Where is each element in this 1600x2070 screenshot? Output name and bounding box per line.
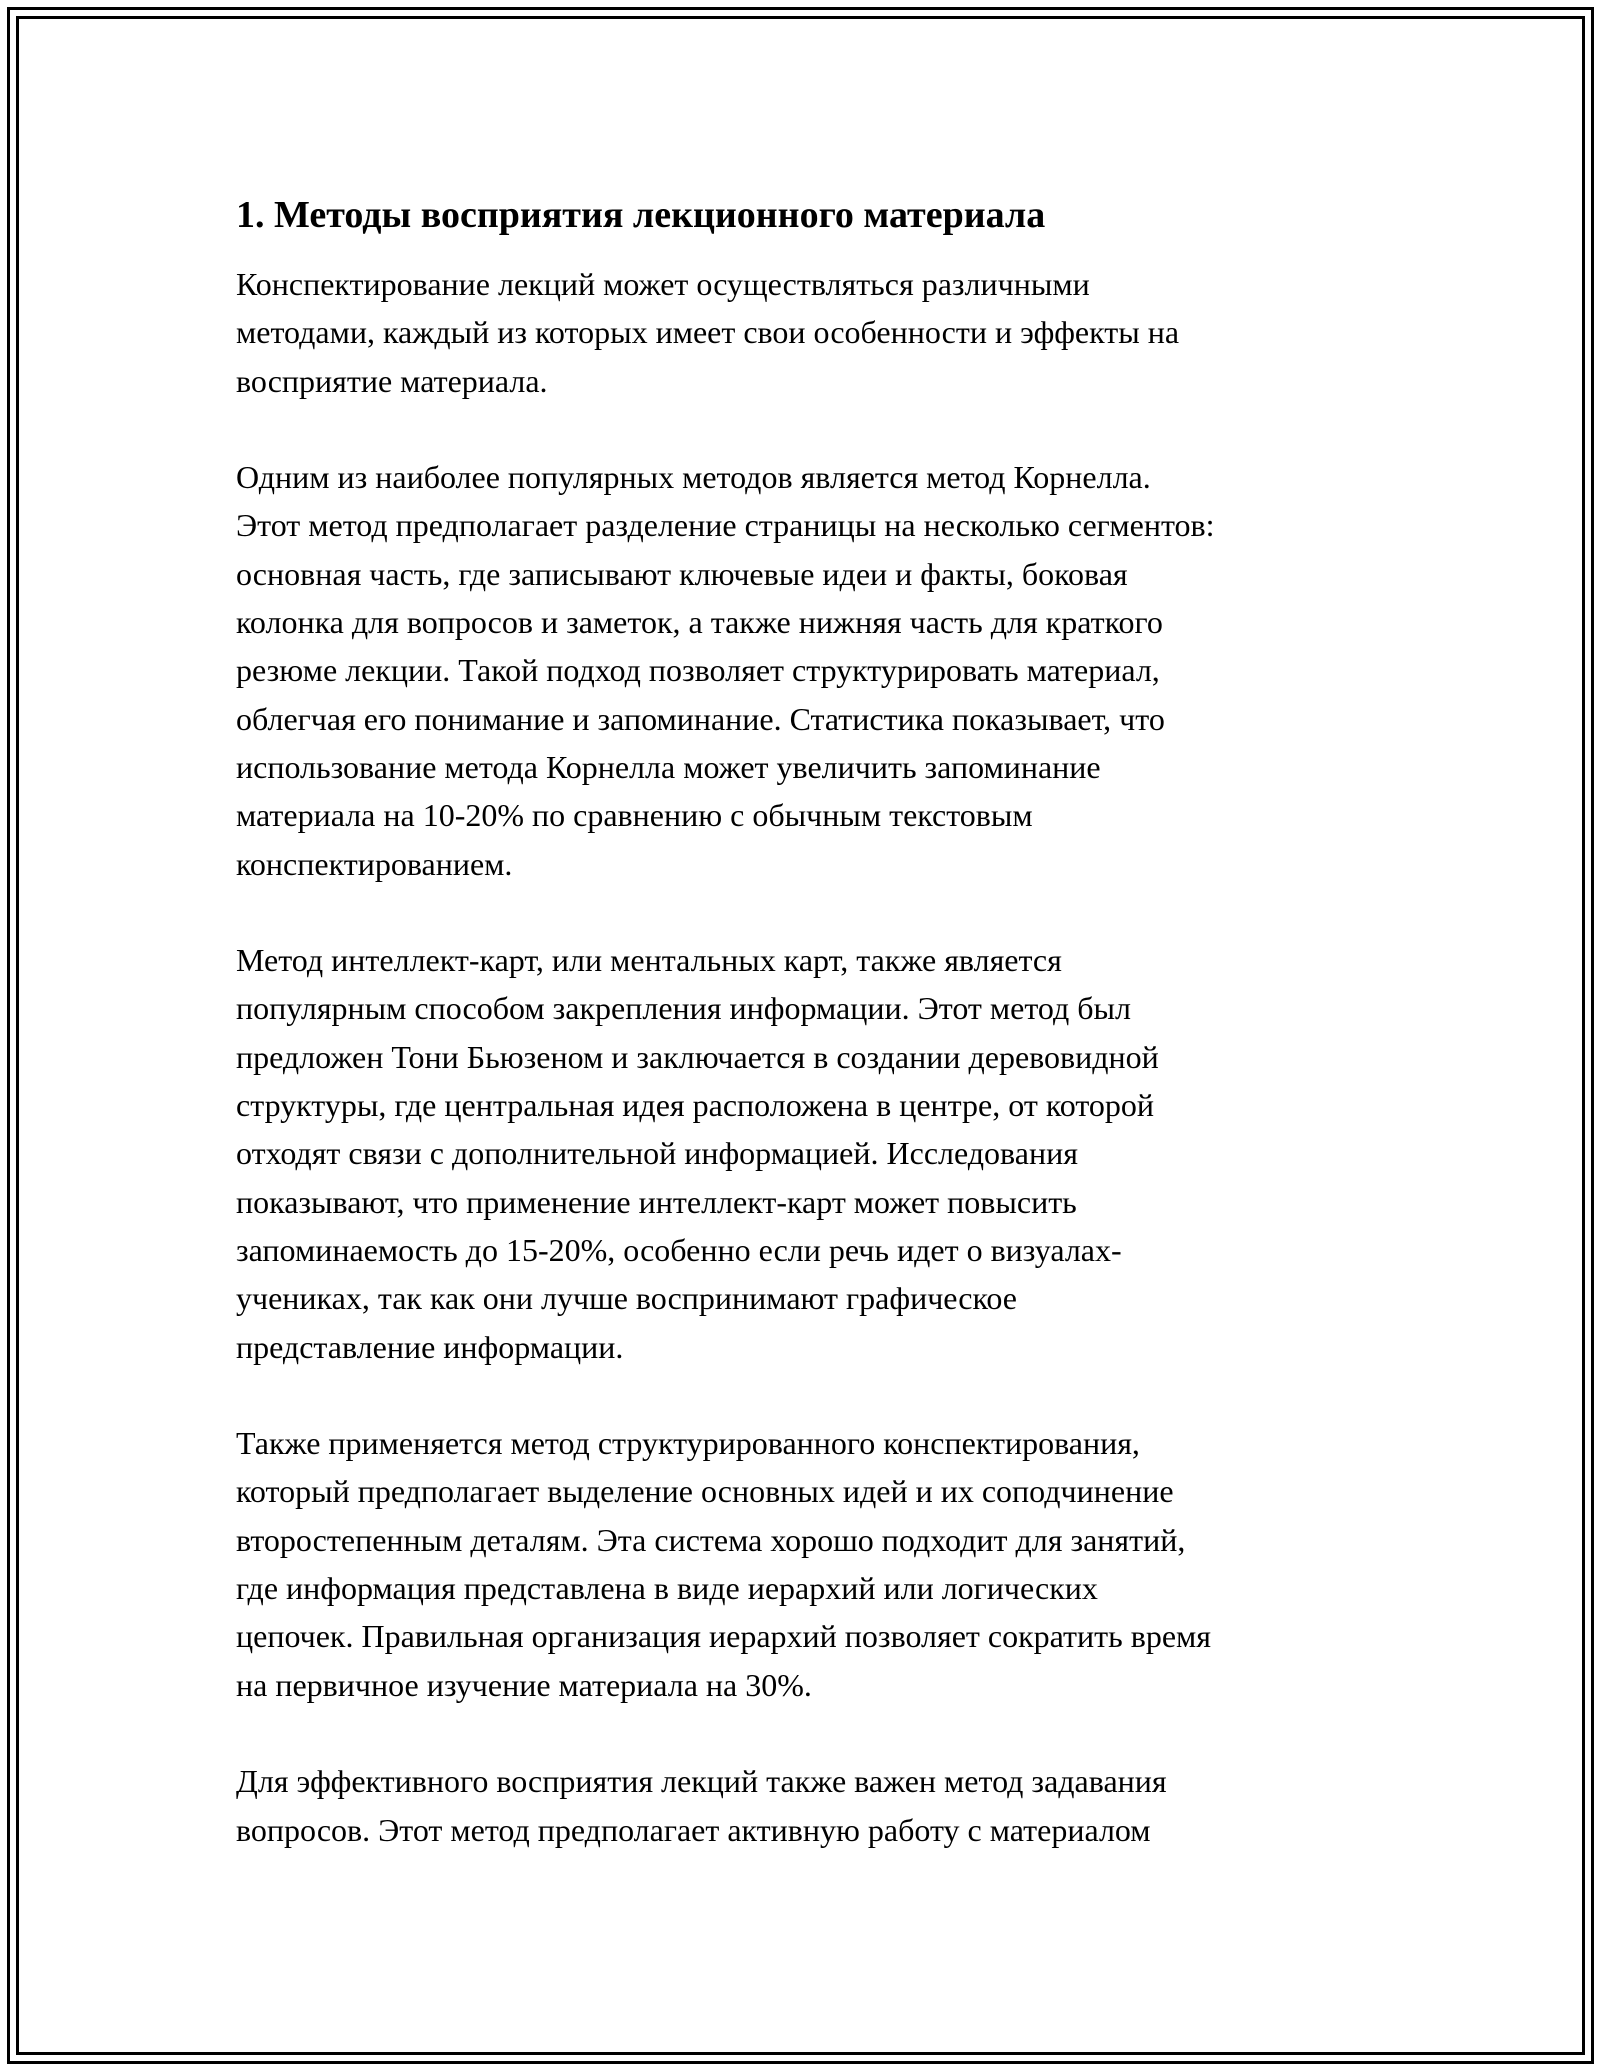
text-line: показывают, что применение интеллект-карт может повысить <box>236 1183 1077 1220</box>
document-body <box>236 184 1376 1854</box>
text-line: Также применяется метод структурированного конспектирования, <box>236 1425 1140 1462</box>
text-line: колонка для вопросов и заметок, а также нижняя часть для краткого <box>236 604 1163 641</box>
text-line: отходят связи с дополнительной информацией. Исследования <box>236 1135 1078 1172</box>
text-line: методами, каждый из которых имеет свои особенности и эффекты на <box>236 314 1180 351</box>
paragraph-intro <box>236 260 1376 405</box>
paragraph-mind-maps <box>236 936 1376 1371</box>
section-heading: 1. Методы восприятия лекционного материала <box>236 194 1046 236</box>
paragraph-gap <box>236 888 1376 936</box>
text-line: представление информации. <box>236 1328 624 1365</box>
paragraph-gap <box>236 1371 1376 1419</box>
text-line: использование метода Корнелла может увеличить запоминание <box>236 748 1101 785</box>
text-line: который предполагает выделение основных идей и их соподчинение <box>236 1473 1174 1510</box>
text-line: на первичное изучение материала на 30%. <box>236 1666 812 1703</box>
text-line: резюме лекции. Такой подход позволяет структурировать материал, <box>236 652 1160 689</box>
text-line: второстепенным деталям. Эта система хорошо подходит для занятий, <box>236 1521 1186 1558</box>
paragraph-gap <box>236 1709 1376 1757</box>
text-line: Конспектирование лекций может осуществляться различными <box>236 266 1090 302</box>
text-line: Метод интеллект-карт, или ментальных карт, также является <box>236 942 1062 979</box>
text-line: вопросов. Этот метод предполагает активную работу с материалом <box>236 1811 1151 1848</box>
paragraph-structured <box>236 1419 1376 1709</box>
text-line: запоминаемость до 15-20%, особенно если речь идет о визуалах- <box>236 1231 1122 1268</box>
text-line: Этот метод предполагает разделение страницы на несколько сегментов: <box>236 507 1215 544</box>
paragraph-cornell <box>236 453 1376 888</box>
text-line: Одним из наиболее популярных методов является метод Корнелла. <box>236 459 1151 496</box>
text-line: Для эффективного восприятия лекций также важен метод задавания <box>236 1763 1167 1800</box>
text-line: облегчая его понимание и запоминание. Статистика показывает, что <box>236 700 1165 737</box>
text-line: структуры, где центральная идея расположена в центре, от которой <box>236 1087 1154 1124</box>
text-line: конспектированием. <box>236 845 513 882</box>
text-line: предложен Тони Бьюзеном и заключается в создании деревовидной <box>236 1038 1159 1075</box>
paragraph-questions <box>236 1757 1376 1854</box>
paragraph-gap <box>236 405 1376 453</box>
text-line: где информация представлена в виде иерархий или логических <box>236 1570 1098 1607</box>
text-line: основная часть, где записывают ключевые идеи и факты, боковая <box>236 555 1128 592</box>
text-line: цепочек. Правильная организация иерархий позволяет сократить время <box>236 1618 1211 1655</box>
text-line: популярным способом закрепления информации. Этот метод был <box>236 990 1131 1027</box>
text-line: учениках, так как они лучше воспринимают графическое <box>236 1280 1017 1317</box>
text-line: материала на 10-20% по сравнению с обычным текстовым <box>236 797 1033 834</box>
text-line: восприятие материала. <box>236 362 548 399</box>
